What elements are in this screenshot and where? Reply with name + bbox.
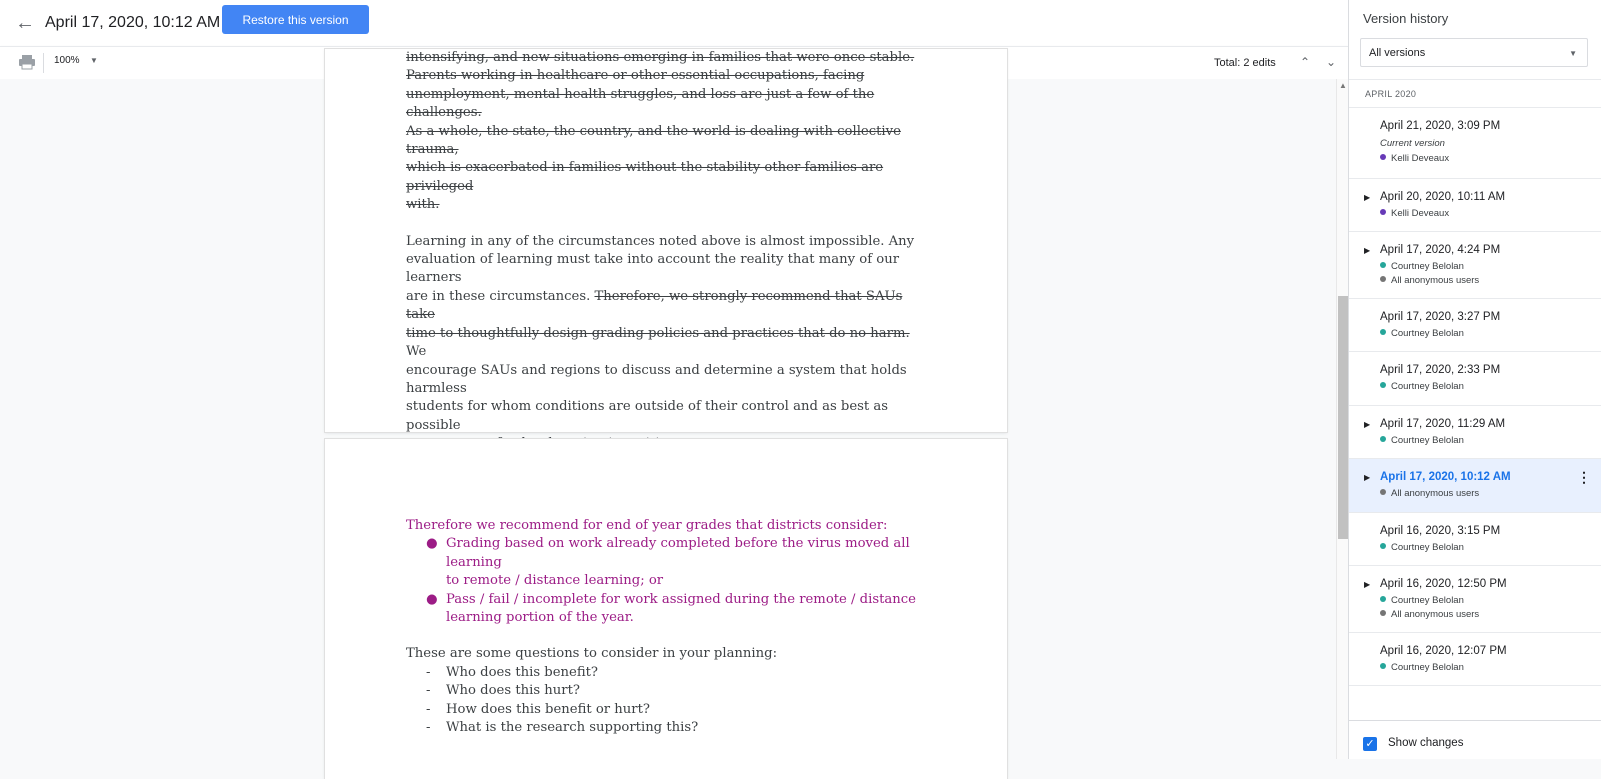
deleted-line: with.: [406, 197, 440, 213]
version-user: [1380, 261, 1464, 272]
more-actions-icon[interactable]: ⋮: [1577, 469, 1591, 485]
version-date: April 16, 2020, 12:50 PM: [1380, 578, 1507, 590]
paragraph-line: [406, 325, 931, 362]
version-item[interactable]: [1349, 633, 1601, 686]
version-item-selected[interactable]: [1349, 459, 1601, 513]
back-arrow-icon[interactable]: ←: [15, 12, 35, 34]
paragraph-line: [406, 288, 931, 325]
question-item: [406, 664, 931, 682]
chevron-down-icon: ▼: [1569, 49, 1577, 58]
user-color-dot: [1380, 382, 1386, 388]
version-date: April 17, 2020, 3:27 PM: [1380, 311, 1501, 323]
question-item: [406, 682, 931, 700]
user-color-dot: [1380, 262, 1386, 268]
version-user: [1380, 381, 1464, 392]
paragraph-line: evaluation of learning must take into account the reality that many of our learners: [406, 252, 900, 286]
scroll-up-icon[interactable]: ▲: [1339, 81, 1347, 90]
zoom-caret-icon[interactable]: ▼: [90, 56, 98, 65]
user-color-dot: [1380, 436, 1386, 442]
version-date: April 16, 2020, 3:15 PM: [1380, 525, 1501, 537]
page2-text: [406, 517, 931, 737]
version-filter-value: All versions: [1369, 47, 1426, 59]
version-date: April 17, 2020, 2:33 PM: [1380, 364, 1501, 376]
deleted-line: As a whole, the state, the country, and the world is dealing with collective trauma,: [406, 123, 901, 158]
panel-footer: [1349, 720, 1601, 760]
show-changes-label[interactable]: Show changes: [1388, 737, 1464, 749]
user-name: Courtney Belolan: [1391, 662, 1464, 673]
user-color-dot: [1380, 154, 1386, 160]
question-item: [406, 719, 931, 737]
toolbar-divider: [43, 53, 44, 73]
user-color-dot: [1380, 610, 1386, 616]
bullet-text: learning portion of the year.: [446, 610, 634, 626]
version-user: [1380, 328, 1464, 339]
expand-triangle-icon[interactable]: ▶: [1364, 580, 1371, 589]
question-text: How does this benefit or hurt?: [446, 701, 650, 717]
user-name: Courtney Belolan: [1391, 542, 1464, 553]
user-name: All anonymous users: [1391, 275, 1480, 286]
question-item: [406, 701, 931, 719]
version-item[interactable]: [1349, 299, 1601, 352]
page1-text: [406, 49, 931, 454]
version-item[interactable]: [1349, 513, 1601, 566]
bullet-text: to remote / distance learning; or: [446, 573, 664, 589]
document-page: [325, 439, 1007, 779]
top-bar: [0, 0, 1348, 46]
total-edits: Total: 2 edits: [1214, 57, 1276, 69]
user-name: Courtney Belolan: [1391, 381, 1464, 392]
version-item[interactable]: [1349, 566, 1601, 633]
user-name: Courtney Belolan: [1391, 435, 1464, 446]
version-title: April 17, 2020, 10:12 AM: [45, 14, 221, 31]
version-list: [1349, 107, 1601, 686]
paragraph-text: are in these circumstances.: [406, 288, 595, 304]
version-date: April 21, 2020, 3:09 PM: [1380, 120, 1501, 132]
restore-version-button[interactable]: Restore this version: [222, 5, 369, 34]
deleted-text: Therefore, we strongly recommend that SAUs take: [406, 288, 903, 323]
version-item[interactable]: [1349, 406, 1601, 459]
bullet-text: Pass / fail / incomplete for work assigned during the remote / distance: [446, 591, 916, 607]
version-user: [1380, 275, 1479, 286]
expand-triangle-icon[interactable]: ▶: [1364, 193, 1371, 202]
user-color-dot: [1380, 209, 1386, 215]
version-history-panel: [1348, 0, 1601, 759]
dash-marker: -: [426, 701, 431, 717]
user-color-dot: [1380, 596, 1386, 602]
question-text: What is the research supporting this?: [446, 720, 699, 736]
dash-marker: -: [426, 683, 431, 699]
user-color-dot: [1380, 276, 1386, 282]
dash-marker: -: [426, 720, 431, 736]
version-user: [1380, 542, 1464, 553]
deleted-line: Parents working in healthcare or other essential occupations, facing: [406, 68, 865, 84]
version-user: [1380, 662, 1464, 673]
next-edit-icon[interactable]: ⌄: [1325, 55, 1337, 69]
question-text: Who does this hurt?: [446, 683, 580, 699]
version-user: [1380, 153, 1449, 164]
month-header: APRIL 2020: [1365, 89, 1417, 99]
deleted-text: time to thoughtfully design grading policies and practices that do no harm.: [406, 325, 910, 341]
version-user: [1380, 435, 1464, 446]
paragraph-line: Learning in any of the circumstances noted above is almost impossible. Any: [406, 233, 915, 249]
zoom-select[interactable]: 100%: [54, 55, 80, 66]
version-item[interactable]: [1349, 232, 1601, 299]
user-color-dot: [1380, 543, 1386, 549]
questions-intro: These are some questions to consider in your planning:: [406, 646, 778, 662]
user-name: Kelli Deveaux: [1391, 208, 1450, 219]
deleted-line: intensifying, and new situations emerging in families that were once stable.: [406, 50, 915, 65]
deleted-line: which is exacerbated in families without the stability other families are privileged: [406, 160, 884, 194]
paragraph-line: encourage SAUs and regions to discuss and determine a system that holds harmless: [406, 362, 907, 396]
user-color-dot: [1380, 329, 1386, 335]
expand-triangle-icon[interactable]: ▶: [1364, 473, 1371, 482]
deleted-line: unemployment, mental health struggles, and loss are just a few of the challenges.: [406, 86, 875, 121]
current-version-label: Current version: [1380, 138, 1445, 149]
version-user: [1380, 595, 1464, 606]
user-name: All anonymous users: [1391, 609, 1480, 620]
dash-marker: -: [426, 664, 431, 680]
paragraph-line: students for whom conditions are outside of their control and as best as possible: [406, 399, 889, 433]
panel-divider: [1349, 79, 1601, 80]
user-name: Kelli Deveaux: [1391, 153, 1450, 164]
question-text: Who does this benefit?: [446, 664, 599, 680]
version-item[interactable]: [1349, 179, 1601, 232]
user-color-dot: [1380, 489, 1386, 495]
recommendation-intro: Therefore we recommend for end of year grades that districts consider:: [406, 518, 888, 533]
document-page: [325, 49, 1007, 432]
user-name: Courtney Belolan: [1391, 595, 1464, 606]
version-date: April 16, 2020, 12:07 PM: [1380, 645, 1507, 657]
version-item[interactable]: [1349, 108, 1601, 179]
version-user: [1380, 208, 1449, 219]
bullet-text: Grading based on work already completed before the virus moved all learning: [446, 536, 910, 570]
version-user: [1380, 609, 1479, 620]
show-changes-checkbox[interactable]: ✓: [1363, 737, 1377, 751]
expand-triangle-icon[interactable]: ▶: [1364, 420, 1371, 429]
expand-triangle-icon[interactable]: ▶: [1364, 246, 1371, 255]
bullet-dot: ●: [426, 591, 438, 607]
paragraph-text: We: [406, 344, 427, 360]
bullet-item: [406, 591, 931, 628]
version-filter-select[interactable]: [1360, 38, 1588, 67]
user-name: Courtney Belolan: [1391, 328, 1464, 339]
version-date: April 17, 2020, 4:24 PM: [1380, 244, 1501, 256]
previous-edit-icon[interactable]: ⌃: [1299, 55, 1311, 69]
version-user: [1380, 488, 1479, 499]
user-color-dot: [1380, 663, 1386, 669]
panel-title: Version history: [1363, 11, 1449, 26]
user-name: Courtney Belolan: [1391, 261, 1464, 272]
version-item[interactable]: [1349, 352, 1601, 406]
bullet-item: [406, 535, 931, 590]
bullet-dot: ●: [426, 536, 438, 552]
version-date: April 17, 2020, 10:12 AM: [1380, 471, 1511, 483]
print-icon[interactable]: [18, 54, 36, 70]
version-date: April 20, 2020, 10:11 AM: [1380, 191, 1506, 203]
user-name: All anonymous users: [1391, 488, 1480, 499]
version-date: April 17, 2020, 11:29 AM: [1380, 418, 1506, 430]
